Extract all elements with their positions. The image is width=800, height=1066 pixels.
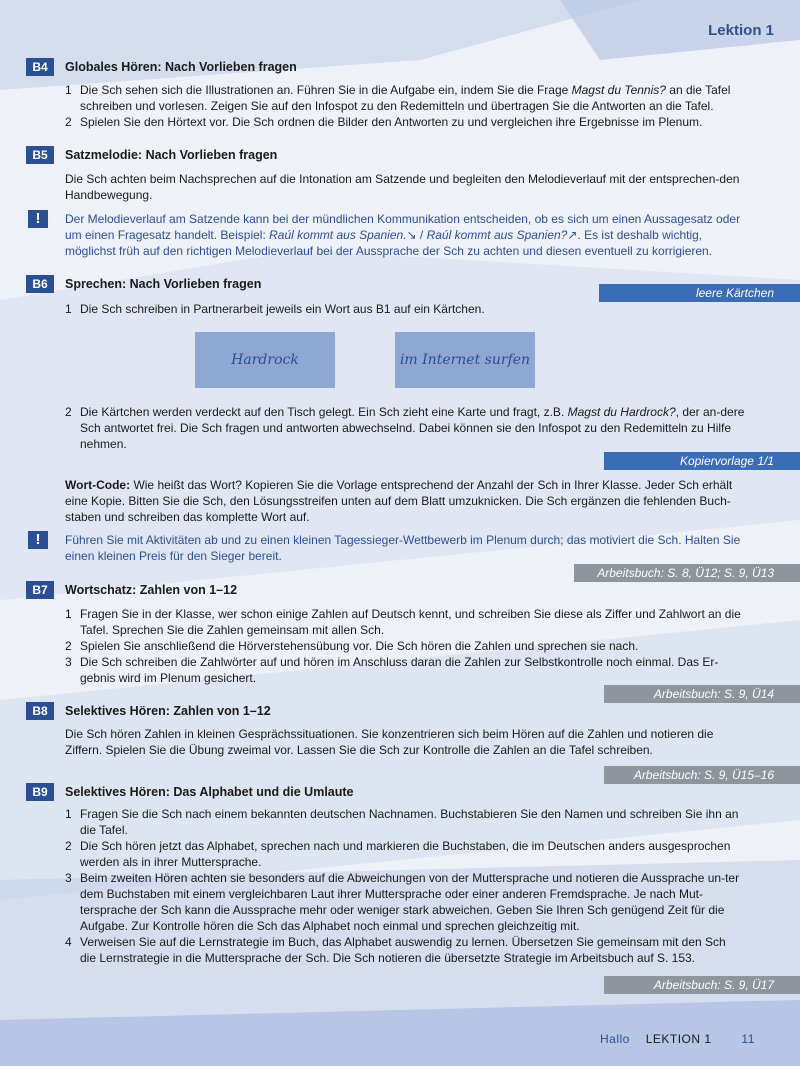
- exclamation-icon: !: [28, 210, 48, 228]
- list-item: 2 Die Sch hören jetzt das Alphabet, sprechen nach und markieren die Buchstaben, die im Deutschen anders ausgesprochen werden als in ihrer Muttersprache.: [65, 839, 731, 869]
- section-title-b5: Satzmelodie: Nach Vorlieben fragen: [65, 148, 278, 162]
- list-item: 3 Beim zweiten Hören achten sie besonders auf die Abweichungen von der Muttersprache und notieren die Aussprache un-ter dem Buchstaben mit einem vergleichbaren Laut ihrer Muttersprache oder einer anderen Fremdsprache. Je nach Mut-tersprache der Sch kann die Aussprache mehr oder weniger stark abweichen. Geben Sie Ihren Sch genügend Zeit für die Aufgabe. Zur Kontrolle hören die Sch das Alphabet noch einmal und sprechen gleichzeitig mit.: [65, 871, 740, 933]
- b6-wortcode: Wort-Code: Wie heißt das Wort? Kopieren Sie die Vorlage entsprechend der Anzahl der Sch in Ihrer Klasse. Jeder Sch erhält eine Kopie. Bitten Sie die Sch, den Lösungsstreifen unten auf dem Blatt umzuknicken. Die Sch ergänzen die fehlenden Buch-staben und schreiben das komplette Wort auf.: [65, 478, 733, 524]
- section-badge-b6: B6: [26, 275, 54, 293]
- list-item: 4 Verweisen Sie auf die Lernstrategie im Buch, das Alphabet auswendig zu lernen. Übersetzen Sie gemeinsam mit den Sch die Lernstrategie in die Muttersprache der Sch. Die Sch notieren die übersetzte Strategie im Arbeitsbuch auf S. 153.: [65, 935, 726, 965]
- workbook-tag: Arbeitsbuch: S. 9, Ü14: [604, 685, 800, 703]
- list-item: 1 Fragen Sie in der Klasse, wer schon einige Zahlen auf Deutsch kennt, und schreiben Sie diese als Ziffer und Zahlwort an die Tafel. Sprechen Sie die Zahlen gemeinsam mit allen Sch.: [65, 607, 741, 637]
- section-title-b8: Selektives Hören: Zahlen von 1–12: [65, 704, 271, 718]
- section-title-b9: Selektives Hören: Das Alphabet und die Umlaute: [65, 785, 354, 799]
- workbook-tag: Arbeitsbuch: S. 9, Ü15–16: [604, 766, 800, 784]
- b5-text: Die Sch achten beim Nachsprechen auf die Intonation am Satzende und begleiten den Melodieverlauf mit der entsprechen-den Handbewegung.: [65, 172, 740, 202]
- list-item: 1 Die Sch schreiben in Partnerarbeit jeweils ein Wort aus B1 auf ein Kärtchen.: [65, 302, 485, 316]
- list-item: 1 Die Sch sehen sich die Illustrationen an. Führen Sie in die Aufgabe ein, indem Sie die Frage Magst du Tennis? an die Tafel schreiben und vorlesen. Zeigen Sie auf den Infospot zu den Redemitteln und übertragen Sie die Antworten an die Tafel.: [65, 83, 731, 113]
- workbook-tag: Arbeitsbuch: S. 9, Ü17: [604, 976, 800, 994]
- b8-text: Die Sch hören Zahlen in kleinen Gesprächssituationen. Sie konzentrieren sich beim Hören auf die Zahlen und notieren die Ziffern. Spielen Sie die Übung zweimal vor. Lassen Sie die Sch zur Kontrolle die Zahlen an die Tafel schreiben.: [65, 727, 714, 757]
- b7-list: [65, 606, 745, 686]
- exclamation-icon: !: [28, 531, 48, 549]
- list-item: 2 Die Kärtchen werden verdeckt auf den Tisch gelegt. Ein Sch zieht eine Karte und fragt, z.B. Magst du Hardrock?, der an-dere Sch antwortet frei. Die Sch fragen und antworten abwechselnd. Dabei können sie den Infospot zu den Redemitteln zu Hilfe nehmen.: [65, 405, 745, 451]
- lesson-label: Lektion 1: [708, 22, 774, 39]
- section-badge-b4: B4: [26, 58, 54, 76]
- b5-note: Der Melodieverlauf am Satzende kann bei der mündlichen Kommunikation entscheiden, ob es sich um einen Aussagesatz oder um einen Fragesatz handelt. Beispiel: Raúl kommt aus Spanien.↘ / Raúl kommt aus Spanien?↗. Es ist deshalb wichtig, möglichst früh auf den richtigen Melodieverlauf bei der Aussprache der Sch zu achten und diesen eventuell zu korrigieren.: [65, 212, 741, 258]
- workbook-tag: Arbeitsbuch: S. 8, Ü12; S. 9, Ü13: [574, 564, 800, 582]
- footer-hallo: Hallo: [600, 1032, 630, 1046]
- b4-list: [65, 82, 745, 130]
- b6-item1: [65, 301, 745, 317]
- list-item: 3 Die Sch schreiben die Zahlwörter auf und hören im Anschluss daran die Zahlen zur Selbstkontrolle noch einmal. Das Er-gebnis wird im Plenum gesichert.: [65, 655, 719, 685]
- b6-note: Führen Sie mit Aktivitäten ab und zu einen kleinen Tagessieger-Wettbewerb im Plenum durch; das motiviert die Sch. Halten Sie einen kleinen Preis für den Sieger bereit.: [65, 533, 741, 563]
- material-tag: leere Kärtchen: [599, 284, 800, 302]
- footer-lektion: LEKTION 1: [645, 1032, 712, 1046]
- word-card-internet: im Internet surfen: [395, 332, 535, 388]
- list-item: 2 Spielen Sie anschließend die Hörverstehensübung vor. Die Sch hören die Zahlen und sprechen sie nach.: [65, 639, 639, 653]
- word-card-hardrock: Hardrock: [195, 332, 335, 388]
- b9-list: [65, 806, 745, 966]
- section-badge-b9: B9: [26, 783, 54, 801]
- material-tag: Kopiervorlage 1/1: [604, 452, 800, 470]
- section-badge-b7: B7: [26, 581, 54, 599]
- section-badge-b8: B8: [26, 702, 54, 720]
- list-item: 1 Fragen Sie die Sch nach einem bekannten deutschen Nachnamen. Buchstabieren Sie den Namen und schreiben Sie ihn an die Tafel.: [65, 807, 739, 837]
- page-footer: [600, 1032, 755, 1046]
- section-title-b4: Globales Hören: Nach Vorlieben fragen: [65, 60, 297, 74]
- section-title-b6: Sprechen: Nach Vorlieben fragen: [65, 277, 262, 291]
- list-item: 2 Spielen Sie den Hörtext vor. Die Sch ordnen die Bilder den Antworten zu und vergleichen ihre Ergebnisse im Plenum.: [65, 115, 703, 129]
- b6-item2: [65, 404, 745, 452]
- section-badge-b5: B5: [26, 146, 54, 164]
- page-number: 11: [741, 1032, 755, 1046]
- section-title-b7: Wortschatz: Zahlen von 1–12: [65, 583, 238, 597]
